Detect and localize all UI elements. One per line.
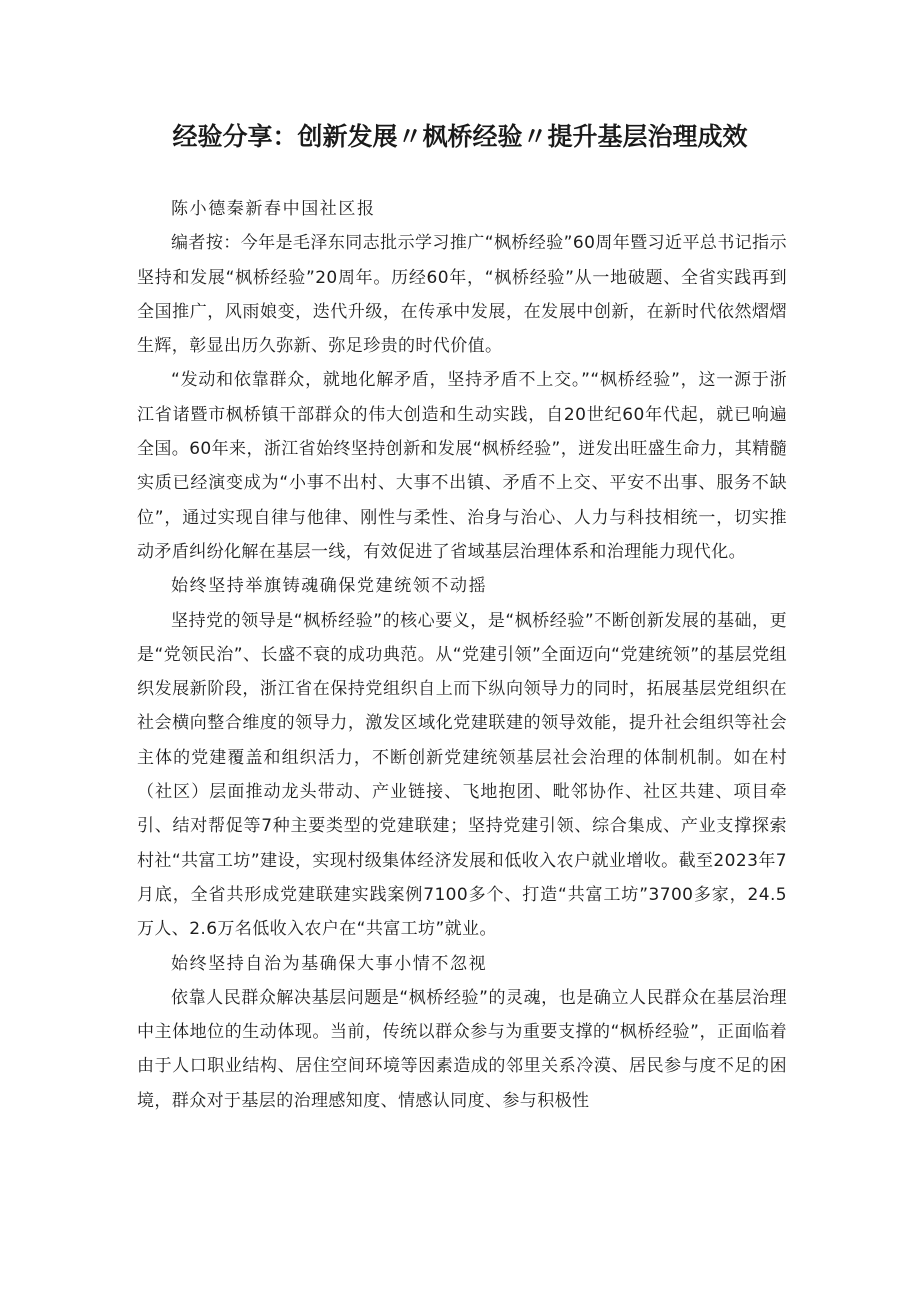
editor-note-paragraph: 编者按：今年是毛泽东同志批示学习推广“枫桥经验”60周年暨习近平总书记指示坚持和发展“枫桥经验”20周年。历经60年，“枫桥经验”从一地破题、全省实践再到全国推广，风雨娘变，迭代升级，在传承中发展，在发展中创新，在新时代依然熠熠生辉，彰显出历久弥新、弥足珍贵的时代价值。 bbox=[137, 233, 787, 357]
section-heading: 始终坚持自治为基确保大事小情不忽视 bbox=[171, 953, 488, 974]
document-title: 经验分享：创新发展〃枫桥经验〃提升基层治理成效 bbox=[172, 122, 748, 151]
intro-paragraph: “发动和依靠群众，就地化解矛盾，坚持矛盾不上交。”“枫桥经验”，这一源于浙江省诸暨市枫桥镇干部群众的伟大创造和生动实践，自20世纪60年代起，就已响遍全国。60年来，浙江省始终坚持创新和发展“枫桥经验”，迸发出旺盛生命力，其精髓实质已经演变成为“小事不出村、大事不出镇、矛盾不上交、平安不出事、服务不缺位”，通过实现自律与他律、刚性与柔性、治身与治心、人力与科技相统一，切实推动矛盾纠纷化解在基层一线，有效促进了省域基层治理体系和治理能力现代化。 bbox=[137, 370, 787, 562]
document-body bbox=[137, 192, 787, 1118]
section-paragraph: 坚持党的领导是“枫桥经验”的核心要义，是“枫桥经验”不断创新发展的基础，更是“党领民治”、长盛不衰的成功典范。从“党建引领”全面迈向“党建统领”的基层党组织发展新阶段，浙江省在保持党组织自上而下纵向领导力的同时，拓展基层党组织在社会横向整合维度的领导力，激发区域化党建联建的领导效能，提升社会组织等社会主体的党建覆盖和组织活力，不断创新党建统领基层社会治理的体制机制。如在村（社区）层面推动龙头带动、产业链接、飞地抱团、毗邻协作、社区共建、项目牵引、结对帮促等7种主要类型的党建联建；坚持党建引领、综合集成、产业支撑探索村社“共富工坊”建设，实现村级集体经济发展和低收入农户就业增收。截至2023年7月底，全省共形成党建联建实践案例7100多个、打造“共富工坊”3700多家，24.5万人、2.6万名低收入农户在“共富工坊”就业。 bbox=[137, 610, 787, 940]
section-heading: 始终坚持举旗铸魂确保党建统领不动摇 bbox=[171, 576, 488, 597]
byline: 陈小德秦新春中国社区报 bbox=[171, 199, 376, 219]
section-paragraph: 依靠人民群众解决基层问题是“枫桥经验”的灵魂，也是确立人民群众在基层治理中主体地位的生动体现。当前，传统以群众参与为重要支撑的“枫桥经验”，正面临着由于人口职业结构、居住空间环境等因素造成的邻里关系冷漠、居民参与度不足的困境，群众对于基层的治理感知度、情感认同度、参与积极性 bbox=[137, 987, 787, 1111]
